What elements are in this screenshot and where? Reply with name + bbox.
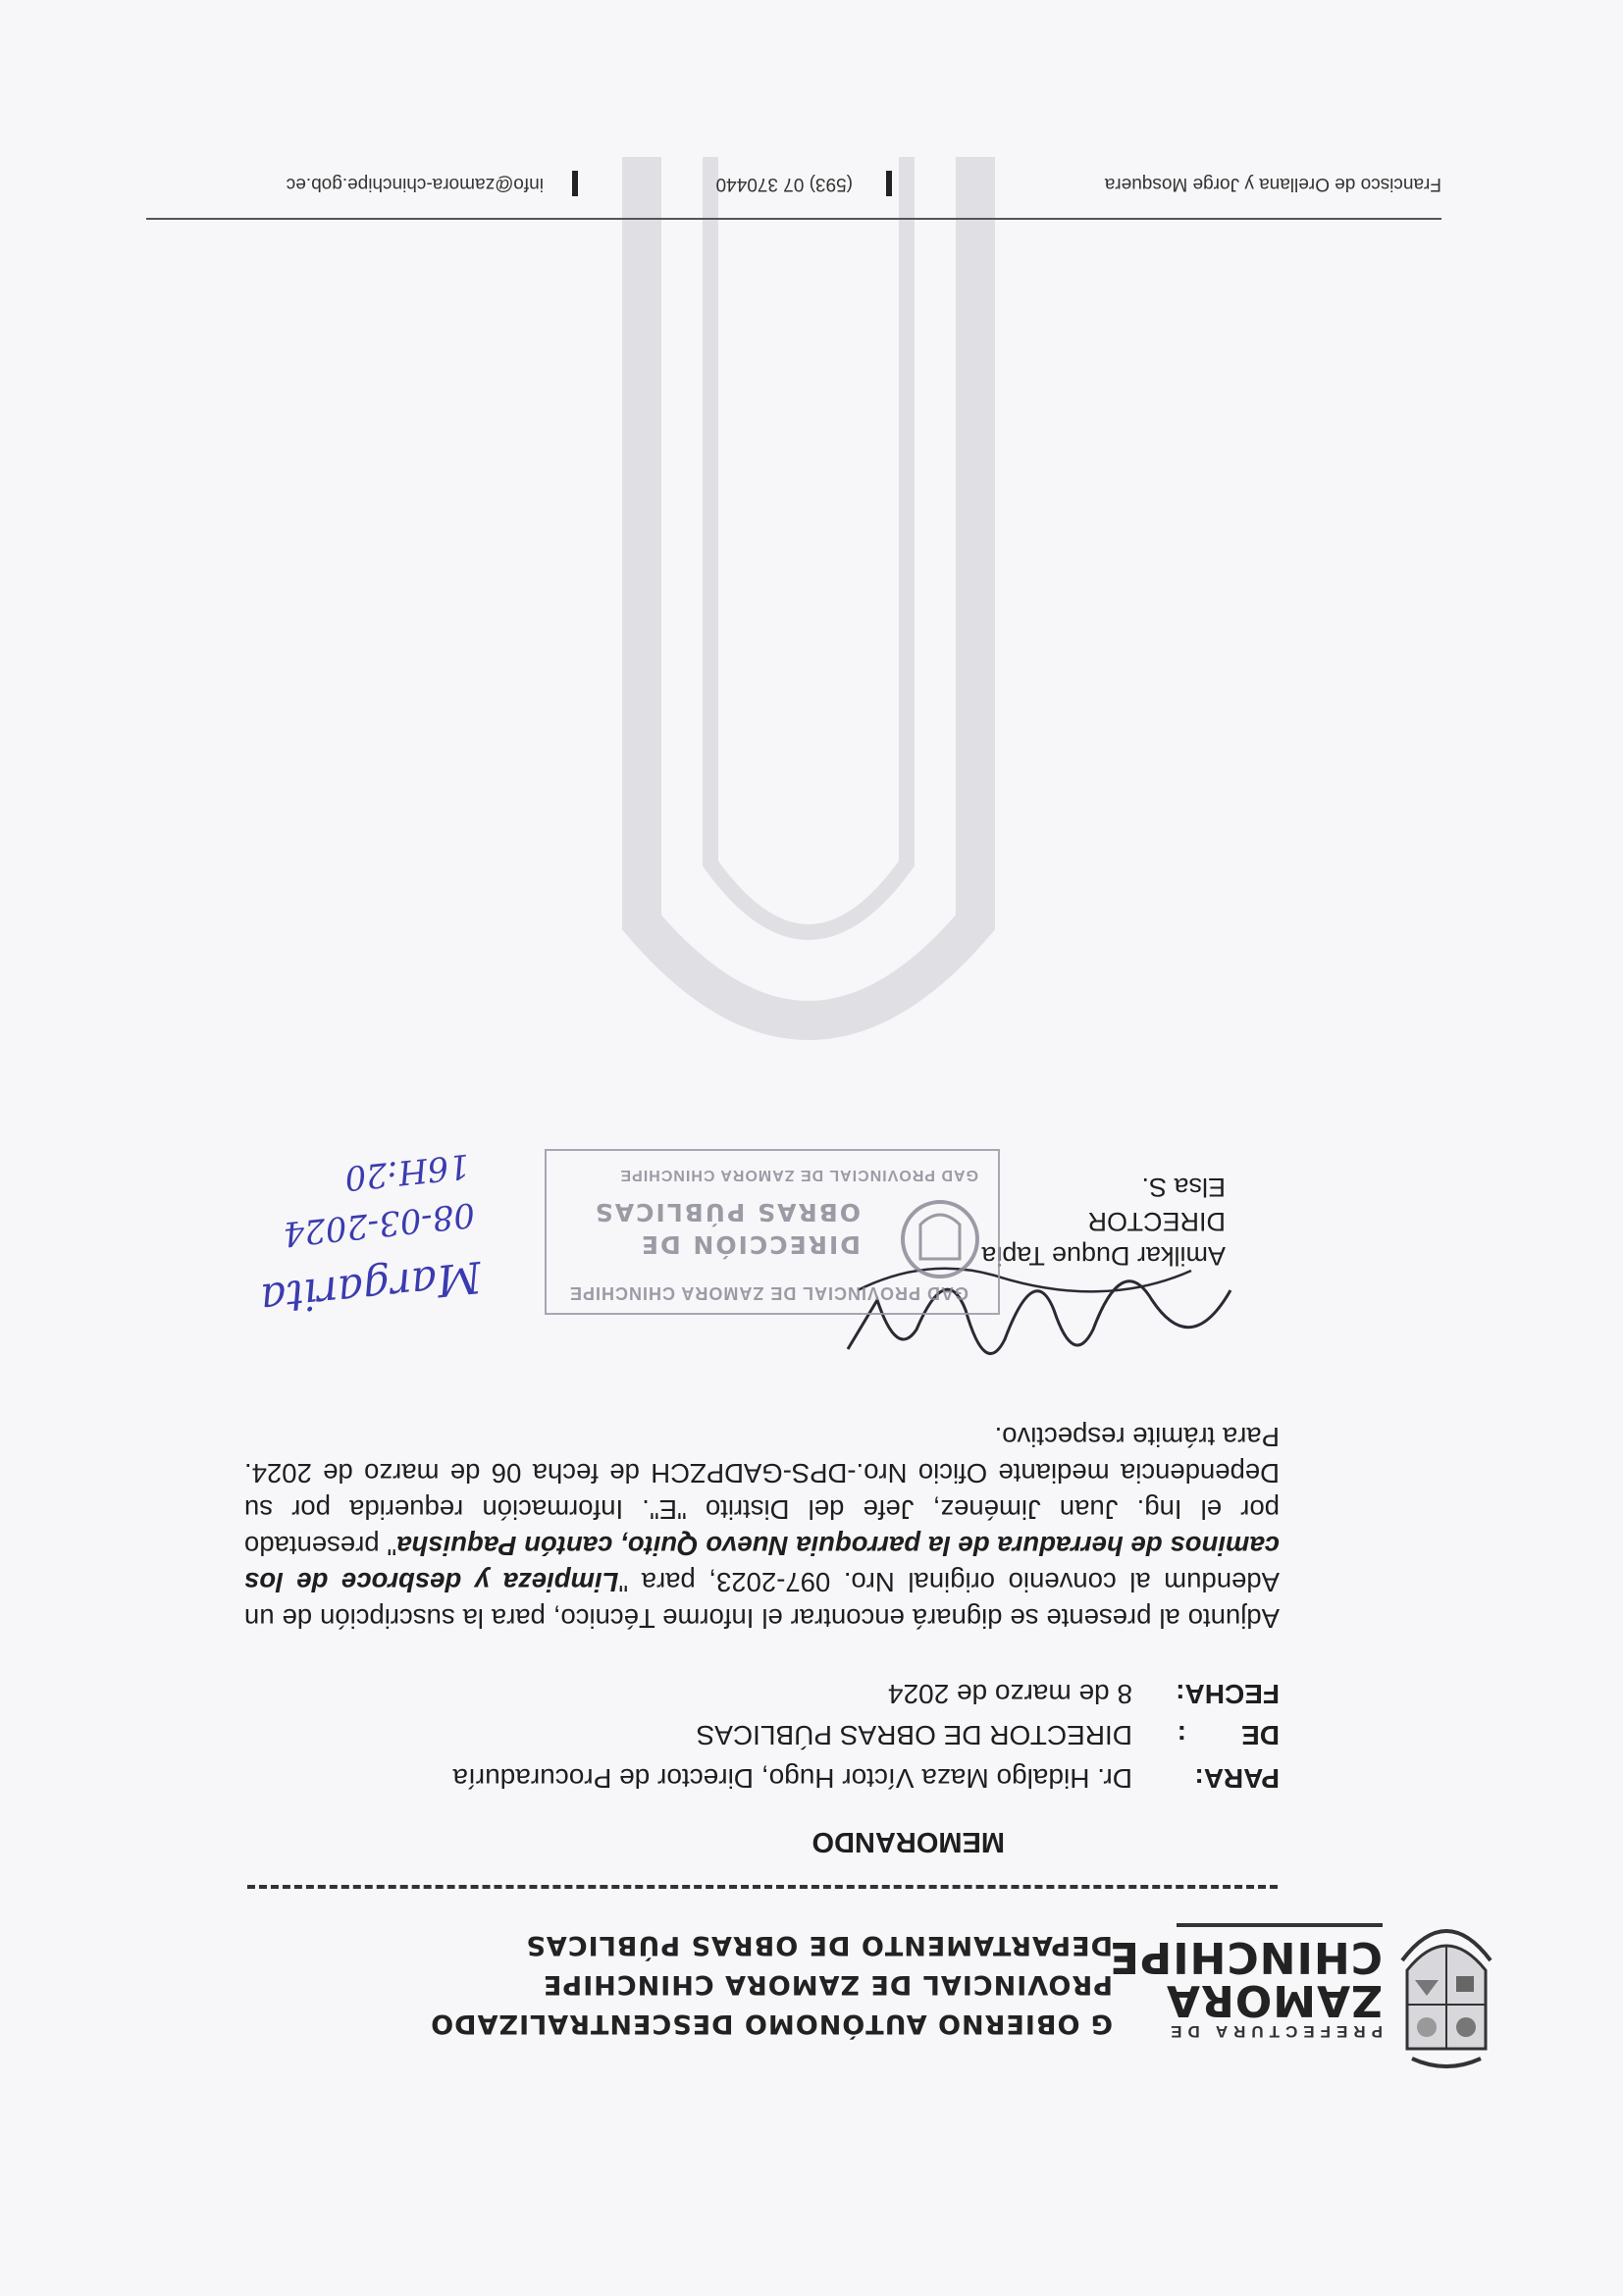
brand-underline: [1177, 1923, 1383, 1927]
from-label: DE: [1241, 1720, 1280, 1750]
body-closing: " presentado por el Ing. Juan Jiménez, Jefe del Distrito "E". Información requerida por su Dependencia mediante Oficio Nro.-DPS-GADPZCH de fecha 06 de marzo de 2024. Para trámite respectivo.: [244, 1422, 1280, 1561]
brand-subtitle: PREFECTURA DE: [1165, 2022, 1383, 2041]
stamp-line1: DIRECCIÓN DE: [639, 1230, 861, 1259]
memo-to-row: [452, 1762, 1280, 1794]
stamp-bottom-text: GAD PROVINCIAL DE ZAMORA CHINCHIPE: [619, 1167, 978, 1183]
memo-body: [244, 1419, 1280, 1637]
institution-heading: [347, 1925, 1113, 2043]
to-label: PARA:: [1194, 1763, 1280, 1794]
handwritten-time: 16H:20: [342, 1145, 472, 1198]
header-divider: [247, 1885, 1278, 1889]
watermark-emblem-icon: [602, 137, 1015, 1119]
official-stamp: [545, 1149, 1000, 1315]
handwritten-receipt-note: [201, 1027, 484, 1328]
body-intro: Adjunto al presente se dignará encontrar el Informe Técnico, para la suscripción de un Adendum al convenio original Nro. 097-2023, para ": [244, 1567, 1280, 1634]
institution-line1: G OBIERNO AUTÓNOMO DESCENTRALIZADO: [430, 2009, 1113, 2039]
date-label: FECHA:: [1176, 1679, 1280, 1709]
footer-separator: [572, 171, 578, 196]
date-value: 8 de marzo de 2024: [887, 1679, 1132, 1709]
footer-address: Francisco de Orellana y Jorge Mosquera: [1104, 174, 1441, 194]
from-value: DIRECTOR DE OBRAS PÚBLICAS: [696, 1720, 1132, 1750]
footer-phone: (593) 07 370440: [715, 174, 853, 194]
from-colon: :: [1177, 1720, 1186, 1750]
signer-name: Amilkar Duque Tapia: [981, 1241, 1226, 1271]
handwritten-name: Margarita: [258, 1250, 484, 1325]
institution-line3: DEPARTAMENTO DE OBRAS PÚBLICAS: [525, 1930, 1113, 1960]
brand-block: [1108, 1923, 1383, 2041]
stamp-line2: OBRAS PÚBLICAS: [593, 1198, 861, 1226]
stamp-top-text: GAD PROVINCIAL DE ZAMORA CHINCHIPE: [568, 1283, 969, 1303]
footer-separator: [886, 171, 892, 196]
brand-name-line2: CHINCHIPE: [1108, 1932, 1383, 1982]
memo-title: MEMORANDO: [812, 1826, 1005, 1857]
institution-line2: PROVINCIAL DE ZAMORA CHINCHIPE: [542, 1969, 1113, 2000]
typist-initials: Elsa S.: [1141, 1173, 1226, 1202]
prefectura-shield-icon: [1397, 1911, 1495, 2068]
to-value: Dr. Hidalgo Maza Víctor Hugo, Director de Procuraduría: [452, 1763, 1132, 1794]
handwritten-date: 08-03-2024: [281, 1194, 477, 1254]
footer-divider: [146, 218, 1441, 220]
signer-role: DIRECTOR: [1087, 1207, 1226, 1236]
memo-date-row: [888, 1678, 1280, 1709]
body-project-title: Limpieza y desbroce de los caminos de herradura de la parroquia Nuevo Quito, cantón Paquisha: [244, 1531, 1280, 1597]
stamp-emblem-icon: [896, 1190, 984, 1288]
brand-name-line1: ZAMORA: [1165, 1975, 1383, 2025]
footer-email-link[interactable]: info@zamora-chinchipe.gob.ec: [286, 174, 544, 194]
memo-from-row: [697, 1719, 1280, 1750]
